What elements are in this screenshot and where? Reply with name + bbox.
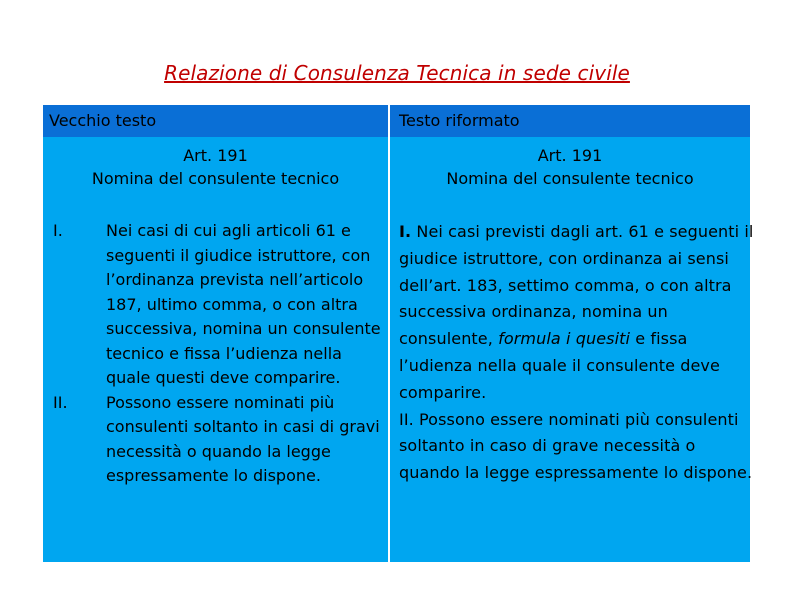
header-reformed-text: Testo riformato [390, 105, 750, 137]
list-item-number: II. [53, 392, 68, 412]
paragraph-one-text-b: e fissa l’udienza nella quale il consulente deve comparire. [399, 329, 720, 402]
paragraph-one [399, 219, 754, 407]
comparison-table [43, 105, 754, 562]
old-article-title: Nomina del consulente tecnico [91, 169, 340, 188]
list-item-text: Possono essere nominati più consulenti soltanto in casi di gravi necessità o quando la legge espressamente lo dispone. [106, 392, 380, 485]
list-item [43, 219, 388, 391]
new-article-number: Art. 191 [537, 146, 603, 165]
paragraph-two: II. Possono essere nominati più consulenti soltanto in caso di grave necessità o quando la legge espressamente lo dispone. [399, 409, 753, 483]
new-article-title: Nomina del consulente tecnico [446, 169, 694, 188]
header-old-text: Vecchio testo [43, 105, 388, 137]
old-article-list [43, 219, 388, 489]
list-item-number: I. [53, 221, 63, 240]
list-item [43, 391, 388, 489]
new-article-heading [390, 137, 750, 190]
list-item-text: Nei casi di cui agli articoli 61 e seguenti il giudice istruttore, con l’ordinanza prevista nell’articolo 187, ultimo comma, o con altra successiva, nomina un consulente tecnico e fissa l’udienza nella quale questi deve comparire. [106, 221, 381, 387]
old-article-heading [43, 137, 388, 190]
old-text-column [43, 137, 388, 485]
old-article-number: Art. 191 [183, 146, 248, 165]
page-title: Relazione di Consulenza Tecnica in sede civile [164, 61, 630, 85]
paragraph-one-emphasis: formula i quesiti [498, 329, 631, 349]
reformed-text-column [390, 137, 754, 483]
new-article-body [399, 219, 754, 487]
paragraph-one-number: I. [399, 222, 412, 241]
paragraph-one-text-a: Nei casi previsti dagli art. 61 e seguenti il giudice istruttore, con ordinanza ai sensi dell’art. 183, settimo comma, o con altra successiva ordinanza, nomina un consulente, [399, 222, 754, 349]
